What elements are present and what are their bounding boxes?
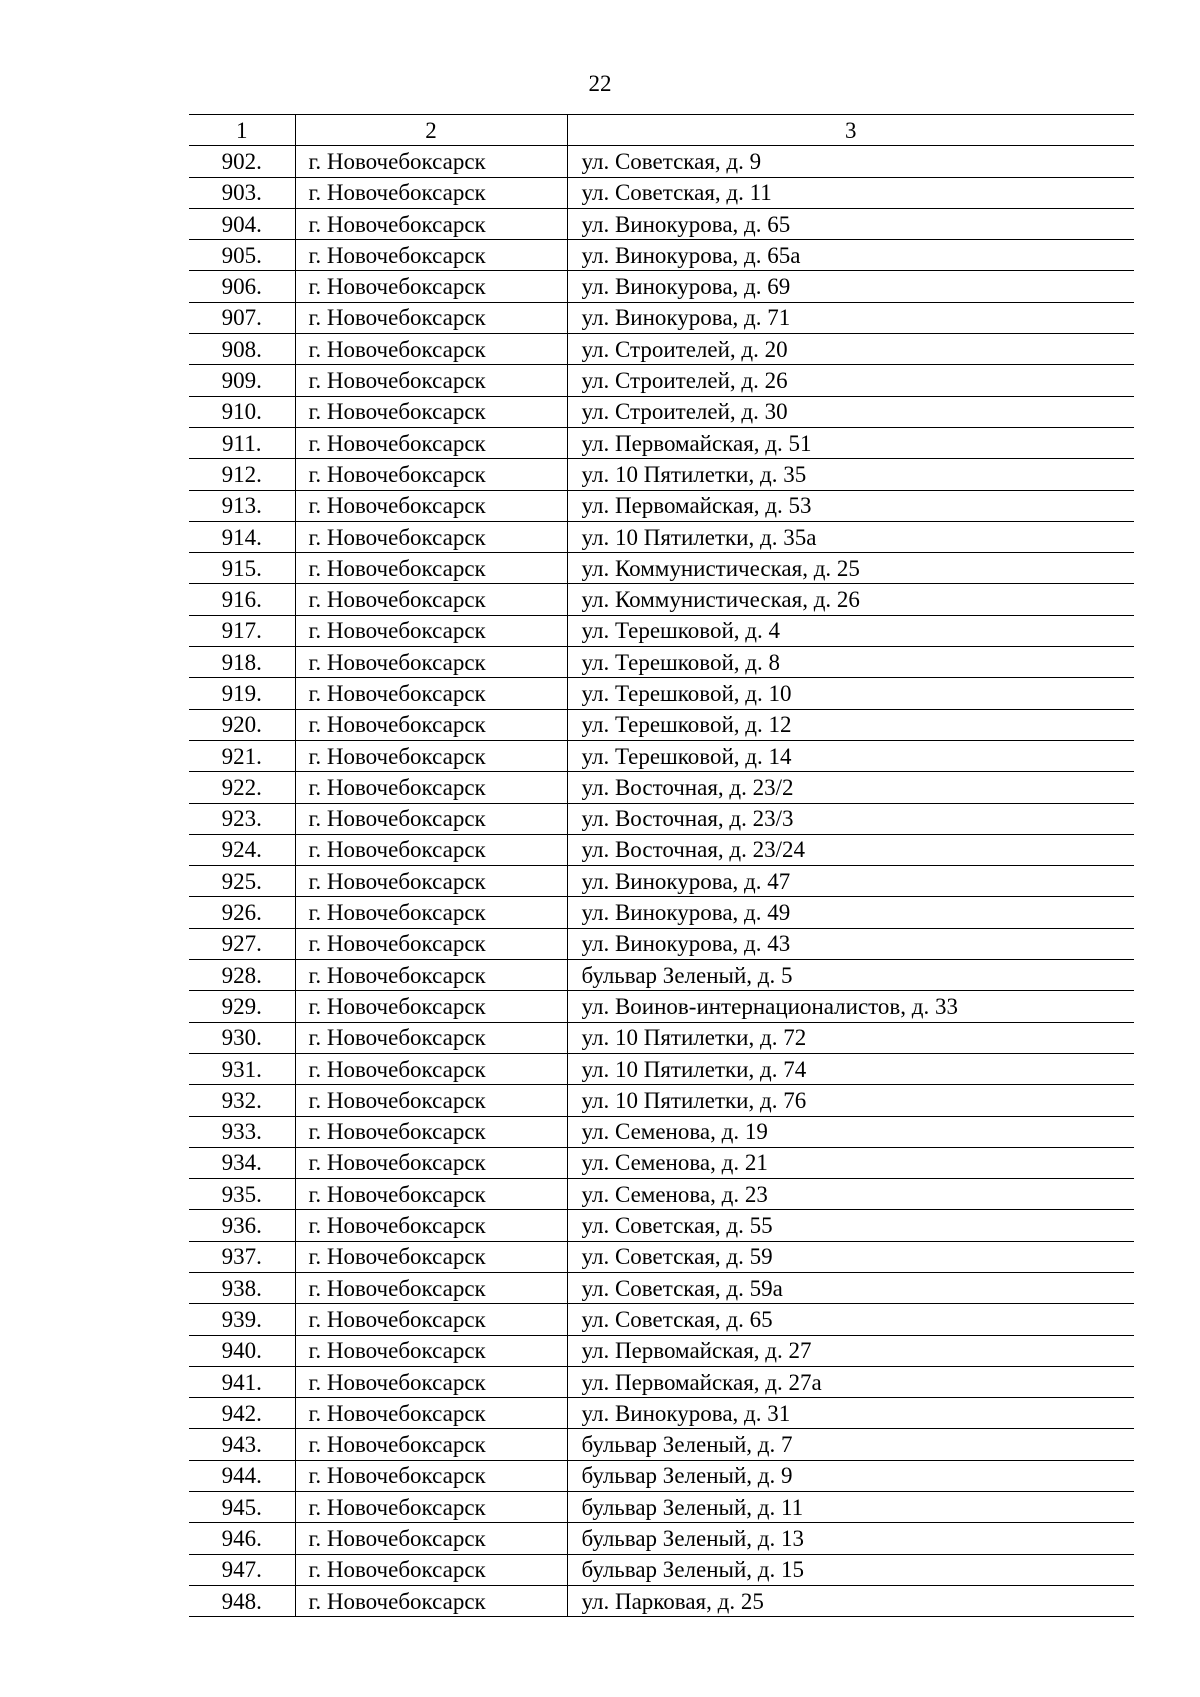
row-city: г. Новочебоксарск (295, 1585, 567, 1616)
table-row (189, 1429, 1134, 1460)
row-address: ул. Винокурова, д. 69 (567, 271, 1134, 302)
row-address: ул. Советская, д. 11 (567, 177, 1134, 208)
row-address: ул. Первомайская, д. 27 (567, 1335, 1134, 1366)
row-city: г. Новочебоксарск (295, 302, 567, 333)
row-city: г. Новочебоксарск (295, 490, 567, 521)
row-address: ул. Коммунистическая, д. 26 (567, 584, 1134, 615)
row-number: 928. (189, 960, 295, 991)
row-number: 942. (189, 1398, 295, 1429)
row-address: ул. Первомайская, д. 51 (567, 427, 1134, 458)
row-city: г. Новочебоксарск (295, 647, 567, 678)
row-city: г. Новочебоксарск (295, 740, 567, 771)
row-city: г. Новочебоксарск (295, 772, 567, 803)
table-row (189, 803, 1134, 834)
row-number: 917. (189, 615, 295, 646)
row-number: 923. (189, 803, 295, 834)
row-city: г. Новочебоксарск (295, 365, 567, 396)
row-address: ул. 10 Пятилетки, д. 74 (567, 1053, 1134, 1084)
table-row (189, 1335, 1134, 1366)
table-row (189, 928, 1134, 959)
table-row (189, 834, 1134, 865)
row-number: 947. (189, 1554, 295, 1585)
row-address: ул. Терешковой, д. 14 (567, 740, 1134, 771)
table-row (189, 553, 1134, 584)
row-address: ул. 10 Пятилетки, д. 35а (567, 521, 1134, 552)
row-city: г. Новочебоксарск (295, 427, 567, 458)
row-number: 911. (189, 427, 295, 458)
row-number: 920. (189, 709, 295, 740)
table-row (189, 1272, 1134, 1303)
row-address: ул. Терешковой, д. 10 (567, 678, 1134, 709)
row-address: ул. Советская, д. 59 (567, 1241, 1134, 1272)
table-row (189, 302, 1134, 333)
row-address: бульвар Зеленый, д. 7 (567, 1429, 1134, 1460)
row-number: 909. (189, 365, 295, 396)
row-city: г. Новочебоксарск (295, 1116, 567, 1147)
row-address: ул. Винокурова, д. 65а (567, 240, 1134, 271)
row-number: 912. (189, 459, 295, 490)
row-number: 946. (189, 1523, 295, 1554)
row-address: ул. Строителей, д. 30 (567, 396, 1134, 427)
row-number: 919. (189, 678, 295, 709)
row-city: г. Новочебоксарск (295, 1366, 567, 1397)
row-city: г. Новочебоксарск (295, 960, 567, 991)
table-row (189, 678, 1134, 709)
row-city: г. Новочебоксарск (295, 1053, 567, 1084)
table-row (189, 1366, 1134, 1397)
table-row (189, 271, 1134, 302)
row-city: г. Новочебоксарск (295, 521, 567, 552)
row-address: ул. Винокурова, д. 43 (567, 928, 1134, 959)
row-city: г. Новочебоксарск (295, 459, 567, 490)
table-row (189, 1210, 1134, 1241)
row-number: 918. (189, 647, 295, 678)
row-city: г. Новочебоксарск (295, 146, 567, 177)
row-city: г. Новочебоксарск (295, 678, 567, 709)
row-number: 931. (189, 1053, 295, 1084)
table-row (189, 365, 1134, 396)
row-address: ул. 10 Пятилетки, д. 35 (567, 459, 1134, 490)
row-address: бульвар Зеленый, д. 9 (567, 1460, 1134, 1491)
row-address: ул. Строителей, д. 20 (567, 334, 1134, 365)
row-city: г. Новочебоксарск (295, 709, 567, 740)
table-row (189, 521, 1134, 552)
row-address: ул. Винокурова, д. 65 (567, 208, 1134, 239)
row-city: г. Новочебоксарск (295, 615, 567, 646)
row-city: г. Новочебоксарск (295, 928, 567, 959)
row-address: ул. Восточная, д. 23/24 (567, 834, 1134, 865)
table-row (189, 991, 1134, 1022)
row-address: ул. Семенова, д. 19 (567, 1116, 1134, 1147)
row-number: 926. (189, 897, 295, 928)
row-address: ул. Советская, д. 55 (567, 1210, 1134, 1241)
table-row (189, 1241, 1134, 1272)
row-number: 913. (189, 490, 295, 521)
row-city: г. Новочебоксарск (295, 991, 567, 1022)
row-number: 941. (189, 1366, 295, 1397)
table-row (189, 1085, 1134, 1116)
row-address: ул. Первомайская, д. 53 (567, 490, 1134, 521)
row-city: г. Новочебоксарск (295, 240, 567, 271)
table-row (189, 490, 1134, 521)
table-row (189, 1053, 1134, 1084)
row-number: 933. (189, 1116, 295, 1147)
row-address: ул. 10 Пятилетки, д. 72 (567, 1022, 1134, 1053)
row-city: г. Новочебоксарск (295, 1147, 567, 1178)
row-number: 902. (189, 146, 295, 177)
row-address: ул. Винокурова, д. 71 (567, 302, 1134, 333)
table-row (189, 1398, 1134, 1429)
row-address: ул. Первомайская, д. 27а (567, 1366, 1134, 1397)
row-number: 935. (189, 1179, 295, 1210)
table-row (189, 615, 1134, 646)
header-row (189, 115, 1134, 146)
row-city: г. Новочебоксарск (295, 396, 567, 427)
row-city: г. Новочебоксарск (295, 1241, 567, 1272)
row-number: 921. (189, 740, 295, 771)
row-address: ул. Терешковой, д. 8 (567, 647, 1134, 678)
row-city: г. Новочебоксарск (295, 866, 567, 897)
row-number: 924. (189, 834, 295, 865)
row-number: 937. (189, 1241, 295, 1272)
row-city: г. Новочебоксарск (295, 584, 567, 615)
row-city: г. Новочебоксарск (295, 1304, 567, 1335)
page-number: 22 (588, 71, 612, 96)
row-address: ул. Воинов-интернационалистов, д. 33 (567, 991, 1134, 1022)
table-row (189, 208, 1134, 239)
row-number: 925. (189, 866, 295, 897)
row-number: 934. (189, 1147, 295, 1178)
row-city: г. Новочебоксарск (295, 1335, 567, 1366)
row-address: бульвар Зеленый, д. 11 (567, 1492, 1134, 1523)
row-city: г. Новочебоксарск (295, 1210, 567, 1241)
row-city: г. Новочебоксарск (295, 897, 567, 928)
row-address: ул. Строителей, д. 26 (567, 365, 1134, 396)
row-number: 948. (189, 1585, 295, 1616)
header-col-3: 3 (567, 115, 1134, 146)
row-number: 905. (189, 240, 295, 271)
table-row (189, 1179, 1134, 1210)
row-number: 922. (189, 772, 295, 803)
row-number: 914. (189, 521, 295, 552)
row-address: ул. 10 Пятилетки, д. 76 (567, 1085, 1134, 1116)
row-number: 936. (189, 1210, 295, 1241)
table-row (189, 1147, 1134, 1178)
row-city: г. Новочебоксарск (295, 553, 567, 584)
table-row (189, 584, 1134, 615)
row-address: ул. Коммунистическая, д. 25 (567, 553, 1134, 584)
row-address: ул. Парковая, д. 25 (567, 1585, 1134, 1616)
table-header (189, 115, 1134, 146)
row-address: ул. Советская, д. 9 (567, 146, 1134, 177)
header-col-2: 2 (295, 115, 567, 146)
row-address: ул. Винокурова, д. 49 (567, 897, 1134, 928)
table-row (189, 240, 1134, 271)
table-row (189, 897, 1134, 928)
table-row (189, 1460, 1134, 1491)
row-city: г. Новочебоксарск (295, 1523, 567, 1554)
row-city: г. Новочебоксарск (295, 1022, 567, 1053)
table-row (189, 866, 1134, 897)
row-address: ул. Советская, д. 59а (567, 1272, 1134, 1303)
row-number: 929. (189, 991, 295, 1022)
row-address: ул. Терешковой, д. 4 (567, 615, 1134, 646)
row-address: ул. Восточная, д. 23/3 (567, 803, 1134, 834)
row-address: бульвар Зеленый, д. 15 (567, 1554, 1134, 1585)
row-number: 938. (189, 1272, 295, 1303)
table-row (189, 177, 1134, 208)
row-address: бульвар Зеленый, д. 13 (567, 1523, 1134, 1554)
row-address: ул. Восточная, д. 23/2 (567, 772, 1134, 803)
row-address: ул. Терешковой, д. 12 (567, 709, 1134, 740)
row-address: ул. Советская, д. 65 (567, 1304, 1134, 1335)
row-number: 939. (189, 1304, 295, 1335)
table-row (189, 960, 1134, 991)
row-number: 908. (189, 334, 295, 365)
address-table (189, 114, 1134, 1617)
row-number: 916. (189, 584, 295, 615)
row-city: г. Новочебоксарск (295, 1272, 567, 1303)
row-number: 945. (189, 1492, 295, 1523)
row-address: бульвар Зеленый, д. 5 (567, 960, 1134, 991)
row-number: 930. (189, 1022, 295, 1053)
table-row (189, 709, 1134, 740)
header-col-1: 1 (189, 115, 295, 146)
table-row (189, 459, 1134, 490)
row-number: 907. (189, 302, 295, 333)
row-number: 904. (189, 208, 295, 239)
row-number: 927. (189, 928, 295, 959)
table-row (189, 1554, 1134, 1585)
table-row (189, 146, 1134, 177)
table-row (189, 772, 1134, 803)
row-number: 940. (189, 1335, 295, 1366)
row-city: г. Новочебоксарск (295, 834, 567, 865)
row-city: г. Новочебоксарск (295, 1554, 567, 1585)
table-row (189, 740, 1134, 771)
row-city: г. Новочебоксарск (295, 1179, 567, 1210)
row-city: г. Новочебоксарск (295, 1460, 567, 1491)
row-number: 903. (189, 177, 295, 208)
row-city: г. Новочебоксарск (295, 1398, 567, 1429)
table-row (189, 1492, 1134, 1523)
table-row (189, 1585, 1134, 1616)
row-number: 932. (189, 1085, 295, 1116)
table-row (189, 427, 1134, 458)
row-city: г. Новочебоксарск (295, 1085, 567, 1116)
row-city: г. Новочебоксарск (295, 334, 567, 365)
row-address: ул. Винокурова, д. 31 (567, 1398, 1134, 1429)
row-city: г. Новочебоксарск (295, 177, 567, 208)
row-number: 910. (189, 396, 295, 427)
table-row (189, 1523, 1134, 1554)
row-number: 943. (189, 1429, 295, 1460)
row-address: ул. Семенова, д. 23 (567, 1179, 1134, 1210)
row-number: 944. (189, 1460, 295, 1491)
table-row (189, 396, 1134, 427)
table-row (189, 1022, 1134, 1053)
row-city: г. Новочебоксарск (295, 803, 567, 834)
row-city: г. Новочебоксарск (295, 271, 567, 302)
row-address: ул. Винокурова, д. 47 (567, 866, 1134, 897)
row-city: г. Новочебоксарск (295, 1492, 567, 1523)
table-body (189, 146, 1134, 1617)
table-row (189, 1116, 1134, 1147)
row-address: ул. Семенова, д. 21 (567, 1147, 1134, 1178)
row-city: г. Новочебоксарск (295, 208, 567, 239)
table-row (189, 334, 1134, 365)
row-number: 915. (189, 553, 295, 584)
table-row (189, 1304, 1134, 1335)
row-number: 906. (189, 271, 295, 302)
row-city: г. Новочебоксарск (295, 1429, 567, 1460)
table-row (189, 647, 1134, 678)
